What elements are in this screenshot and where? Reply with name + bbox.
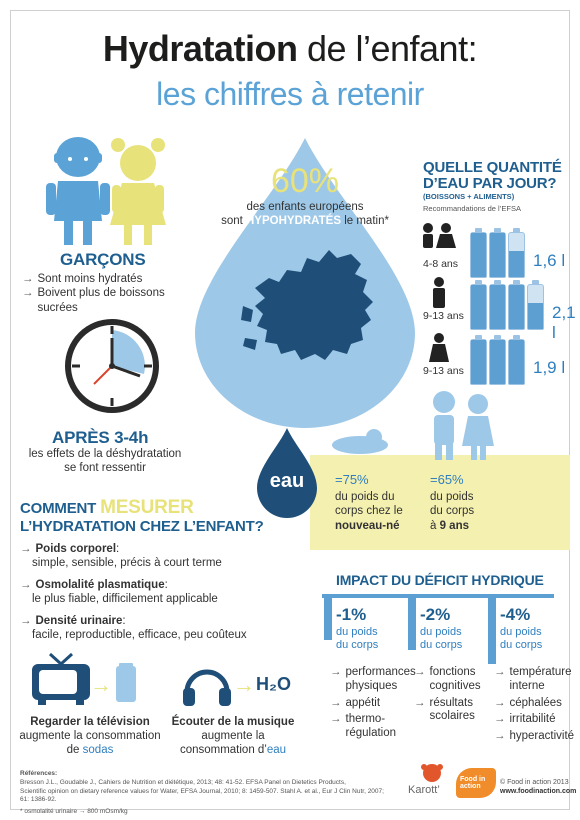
water-bottle-icon bbox=[470, 284, 487, 330]
measure-title: COMMENT MESURER L’HYDRATATION CHEZ L’ENFANT? bbox=[20, 497, 264, 535]
impact-pct: -2% bbox=[420, 605, 451, 624]
quantity-age: 4-8 ans bbox=[423, 258, 459, 270]
water-bottle-icon bbox=[489, 339, 506, 385]
impact-title: IMPACT DU DÉFICIT HYDRIQUE bbox=[336, 572, 544, 588]
quantity-source: Recommandations de l’EFSA bbox=[423, 204, 521, 213]
arrow-icon: → bbox=[494, 696, 506, 709]
kids-illustration bbox=[38, 135, 173, 245]
child-pct: =65% bbox=[430, 472, 464, 487]
arrow-icon: → bbox=[414, 666, 426, 678]
list-item: → Densité urinaire: facile, reproductible, efficace, peu coûteux bbox=[20, 614, 247, 641]
arrow-icon: → bbox=[233, 672, 255, 697]
impact-top-bar bbox=[322, 594, 554, 598]
list-item: → Poids corporel: simple, sensible, précis à court terme bbox=[20, 543, 222, 570]
arrow-icon: → bbox=[20, 614, 32, 627]
impact-bar bbox=[488, 598, 496, 664]
tv-text: Regarder la télévision augmente la consommation de sodas bbox=[19, 716, 161, 756]
girl-silhouette-icon bbox=[428, 332, 450, 366]
quantity-age: 9-13 ans bbox=[423, 365, 464, 377]
water-bottle-icon bbox=[489, 284, 506, 330]
clock-heading: APRÈS 3-4h bbox=[52, 428, 149, 447]
page-title: Hydratation de l’enfant: bbox=[102, 28, 478, 69]
water-bottle-icon bbox=[527, 284, 544, 330]
arrow-icon: → bbox=[90, 672, 112, 697]
impact-bar bbox=[408, 598, 416, 650]
arrow-icon: → bbox=[20, 543, 32, 555]
clock-text: les effets de la déshydratation se font ressentir bbox=[28, 448, 182, 475]
kids-pair-icon bbox=[418, 222, 458, 256]
list-item: → hyperactivité bbox=[494, 730, 575, 743]
quantity-amount: 1,9 l bbox=[533, 358, 566, 377]
list-item: → thermo-régulation bbox=[330, 713, 397, 740]
list-item: → céphalées bbox=[494, 696, 562, 709]
arrow-icon: → bbox=[494, 713, 506, 726]
water-bottle-icon bbox=[470, 232, 487, 278]
copyright: © Food in action 2013 bbox=[500, 779, 569, 786]
impact-sub: du poids du corps bbox=[500, 626, 543, 652]
tv-icon bbox=[30, 652, 92, 706]
impact-effects bbox=[330, 666, 416, 744]
girl-icon bbox=[110, 138, 166, 245]
arrow-icon: → bbox=[22, 287, 34, 300]
references: Références: Bresson J.L., Goudable J., Cahiers de Nutrition et diététique, 2013; 48: 41-52. EFSA Panel on Dietetics Products, Scientific opinion on dietary reference values for Water, EFSA Journal, 2010; 8: 1459-507. Stahl A. et al., Eur J Clin Nutr, 2007; 61: 1386-92. * osmolalité urinaire → 800 mOsm/kg bbox=[20, 770, 384, 816]
arrow-icon: → bbox=[330, 713, 342, 726]
arrow-icon: → bbox=[330, 666, 342, 678]
arrow-icon: → bbox=[494, 666, 506, 678]
drop-percent: 60% bbox=[270, 162, 340, 200]
boys-list bbox=[22, 272, 172, 315]
list-item: → résultats scolaires bbox=[414, 696, 475, 723]
boy-icon bbox=[46, 137, 110, 245]
headphones-icon bbox=[182, 660, 232, 706]
water-bottle-icon bbox=[489, 232, 506, 278]
impact-pct: -1% bbox=[336, 605, 367, 624]
impact-pct: -4% bbox=[500, 605, 531, 624]
baby-icon bbox=[330, 425, 390, 455]
impact-sub: du poids du corps bbox=[420, 626, 463, 652]
website-url: www.foodinaction.com bbox=[500, 788, 577, 795]
boy-silhouette-icon bbox=[428, 276, 450, 310]
arrow-icon: → bbox=[330, 696, 342, 709]
arrow-icon: → bbox=[414, 696, 426, 709]
drop-text: des enfants européens sont HYPOHYDRATÉS le matin* bbox=[221, 201, 389, 228]
arrow-icon: → bbox=[22, 273, 34, 285]
arrow-icon: → bbox=[20, 578, 32, 591]
children-icon bbox=[422, 390, 502, 460]
water-bottle-icon bbox=[508, 284, 525, 330]
list-item: → irritabilité bbox=[494, 713, 556, 726]
newborn-pct: =75% bbox=[335, 472, 369, 487]
h2o-label: H₂O bbox=[256, 674, 291, 694]
quantity-amount: 1,6 l bbox=[533, 251, 566, 270]
list-item: → Sont moins hydratés bbox=[22, 273, 143, 285]
karott-name: Karott’ bbox=[408, 784, 440, 796]
impact-effects bbox=[494, 666, 574, 747]
impact-bar bbox=[324, 598, 332, 640]
list-item: → appétit bbox=[330, 696, 381, 709]
eau-label: eau bbox=[269, 470, 305, 492]
boys-heading: GARÇONS bbox=[60, 250, 146, 269]
water-bottle-icon bbox=[470, 339, 487, 385]
list-item: → performances physiques bbox=[330, 666, 416, 692]
quantity-amount: 2,1 l bbox=[552, 303, 576, 342]
page-subtitle: les chiffres à retenir bbox=[156, 76, 424, 112]
clock-icon bbox=[64, 318, 160, 414]
quantity-sub: (BOISSONS + ALIMENTS) bbox=[423, 192, 515, 201]
food-in-action-name: Food in action bbox=[460, 776, 486, 790]
karott-logo bbox=[412, 762, 452, 784]
list-item: → fonctions cognitives bbox=[414, 666, 481, 692]
arrow-icon: → bbox=[494, 730, 506, 743]
water-bottle-icon bbox=[508, 339, 525, 385]
water-bottle-icon bbox=[508, 232, 525, 278]
newborn-text: du poids du corps chez le nouveau-né bbox=[335, 491, 403, 532]
quantity-title: QUELLE QUANTITÉ D’EAU PAR JOUR? bbox=[423, 159, 562, 192]
music-text: Écouter de la musique augmente la consommation d’eau bbox=[171, 716, 295, 756]
quantity-age: 9-13 ans bbox=[423, 310, 464, 322]
child-text: du poids du corps à 9 ans bbox=[430, 491, 475, 532]
soda-can-icon bbox=[115, 663, 137, 703]
impact-sub: du poids du corps bbox=[336, 626, 379, 652]
impact-effects bbox=[414, 666, 494, 727]
list-item: → Osmolalité plasmatique: le plus fiable, difficilement applicable bbox=[20, 578, 218, 606]
measure-list bbox=[20, 542, 290, 642]
list-item: → Boivent plus de boissons sucrées bbox=[22, 287, 165, 314]
list-item: → température interne bbox=[494, 666, 572, 692]
